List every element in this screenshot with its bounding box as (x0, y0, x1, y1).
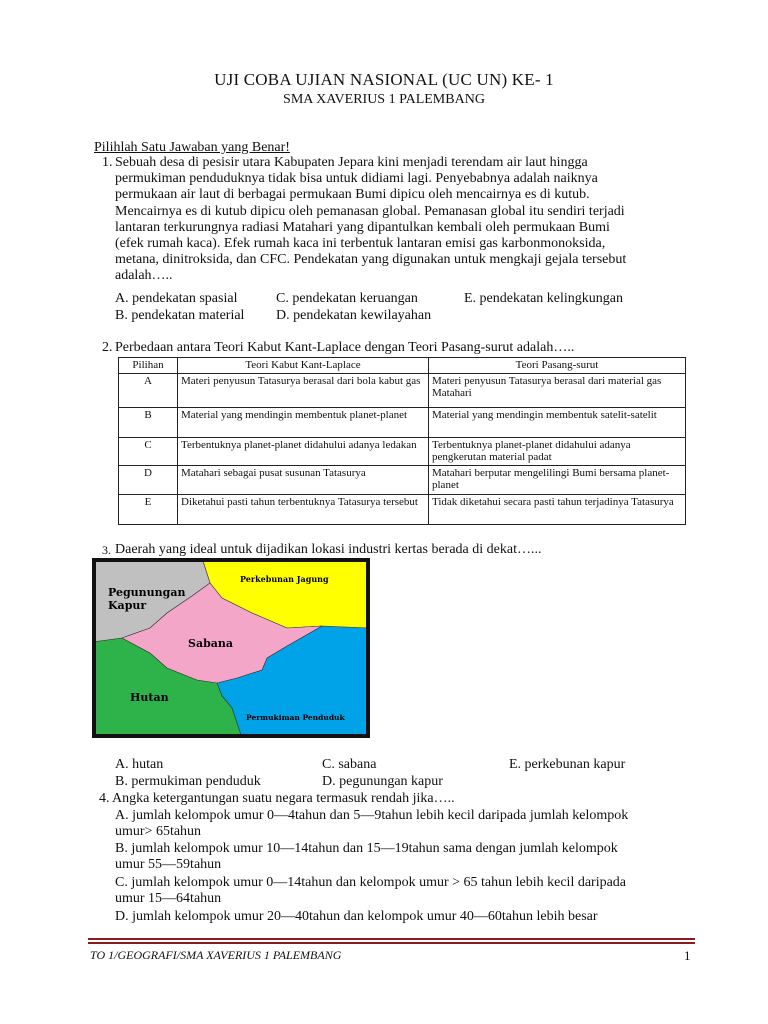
pasang-surut-cell: Material yang mendingin membentuk satelit-satelit (429, 407, 686, 437)
pasang-surut-cell: Materi penyusun Tatasurya berasal dari material gas Matahari (429, 373, 686, 407)
question-text: Angka ketergantungan suatu negara termasuk rendah jika….. (112, 791, 455, 806)
footer-text: TO 1/GEOGRAFI/SMA XAVERIUS 1 PALEMBANG (90, 948, 342, 962)
kant-laplace-cell: Matahari sebagai pusat susunan Tatasurya (178, 465, 429, 494)
pasang-surut-cell: Tidak diketahui secara pasti tahun terjadinya Tatasurya (429, 494, 686, 524)
question-number: 1. (102, 155, 113, 170)
choice-cell: B (119, 407, 178, 437)
kant-laplace-cell: Material yang mendingin membentuk planet-planet (178, 407, 429, 437)
option-b: B. pendekatan material (115, 308, 245, 323)
option-d: D. pendekatan kewilayahan (276, 308, 432, 323)
table-row (119, 465, 686, 494)
label-kapur: Kapur (108, 599, 147, 612)
table-row (119, 407, 686, 437)
pasang-surut-cell: Matahari berputar mengelilingi Bumi bersama planet-planet (429, 465, 686, 494)
kant-laplace-cell: Diketahui pasti tahun terbentuknya Tatasurya tersebut (178, 494, 429, 524)
text-line: Sebuah desa di pesisir utara Kabupaten Jepara kini menjadi terendam air laut hingga (115, 155, 588, 170)
text-line: metana, dinitroksida, dan CFC. Pendekatan yang digunakan untuk mengkaji gejala tersebut (115, 252, 627, 268)
text-line: permukiman penduduknya tidak bisa untuk didiami lagi. Penyebabnya adalah naiknya (115, 171, 598, 187)
question-text: Daerah yang ideal untuk dijadikan lokasi industri kertas berada di dekat…... (115, 542, 542, 557)
theory-comparison-table (118, 357, 686, 525)
option-c: C. sabana (322, 757, 377, 772)
pasang-surut-cell: Terbentuknya planet-planet didahului adanya pengkerutan material padat (429, 437, 686, 465)
q1-options (0, 290, 768, 326)
choice-cell: C (119, 437, 178, 465)
text-line: (efek rumah kaca). Efek rumah kaca ini terbentuk lantaran emisi gas karbonmonoksida, (115, 236, 606, 252)
option-a-cont: umur> 65tahun (115, 824, 202, 839)
option-b: B. jumlah kelompok umur 10—14tahun dan 15—19tahun sama dengan jumlah kelompok (115, 841, 618, 856)
instruction: Pilihlah Satu Jawaban yang Benar! (94, 140, 290, 155)
column-header: Teori Kabut Kant-Laplace (178, 358, 429, 374)
choice-cell: D (119, 465, 178, 494)
option-e: E. pendekatan kelingkungan (464, 291, 624, 306)
column-header: Teori Pasang-surut (429, 358, 686, 374)
text-line: Mencairnya es di kutub dipicu oleh pemanasan global. Pemanasan global itu sendiri terjadi (115, 203, 625, 219)
label-perkebunan-jagung: Perkebunan Jagung (240, 574, 329, 584)
question-1 (102, 155, 626, 285)
table-row (119, 494, 686, 524)
option-d: D. jumlah kelompok umur 20—40tahun dan kelompok umur 40—60tahun lebih besar (115, 909, 598, 924)
option-e: E. perkebunan kapur (509, 757, 626, 772)
option-c: C. jumlah kelompok umur 0—14tahun dan kelompok umur > 65 tahun lebih kecil daripada (115, 875, 627, 890)
q4-options (0, 807, 768, 927)
q3-options (0, 756, 768, 792)
footer-rule (88, 938, 695, 944)
choice-cell: A (119, 373, 178, 407)
school-name: SMA XAVERIUS 1 PALEMBANG (283, 92, 485, 107)
kant-laplace-cell: Terbentuknya planet-planet didahului adanya ledakan (178, 437, 429, 465)
question-number: 4. (99, 791, 110, 806)
option-d: D. pegunungan kapur (322, 774, 443, 789)
option-c-cont: umur 15—64tahun (115, 891, 222, 906)
label-pegunungan: Pegunungan (108, 586, 186, 599)
table-row (119, 437, 686, 465)
table-row (119, 373, 686, 407)
question-2 (102, 340, 574, 356)
question-3 (102, 542, 541, 558)
choice-cell: E (119, 494, 178, 524)
option-a: A. hutan (115, 757, 164, 772)
column-header: Pilihan (119, 358, 178, 374)
label-sabana: Sabana (188, 637, 234, 650)
label-hutan: Hutan (130, 691, 169, 704)
option-a: A. jumlah kelompok umur 0—4tahun dan 5—9tahun lebih kecil daripada jumlah kelompok (115, 808, 629, 823)
land-use-map (92, 558, 370, 738)
kant-laplace-cell: Materi penyusun Tatasurya berasal dari bola kabut gas (178, 373, 429, 407)
question-text (115, 155, 626, 285)
table-header-row (119, 358, 686, 374)
option-b: B. permukiman penduduk (115, 774, 261, 789)
page-number: 1 (684, 948, 691, 963)
option-b-cont: umur 55—59tahun (115, 857, 222, 872)
option-c: C. pendekatan keruangan (276, 291, 418, 306)
question-number: 2. (102, 340, 113, 355)
question-4 (99, 791, 455, 807)
exam-title: UJI COBA UJIAN NASIONAL (UC UN) KE- 1 (214, 70, 554, 89)
text-line: adalah….. (115, 268, 173, 284)
option-a: A. pendekatan spasial (115, 291, 238, 306)
text-line: permukaan air laut di berbagai permukaan Bumi dipicu oleh mencairnya es di kutub. (115, 187, 590, 203)
text-line: lantaran terkurungnya radiasi Matahari yang dipantulkan kembali oleh permukaan Bumi (115, 219, 610, 235)
question-number: 3. (102, 543, 111, 557)
label-permukiman: Permukiman Penduduk (246, 713, 345, 722)
question-text: Perbedaan antara Teori Kabut Kant-Laplace dengan Teori Pasang-surut adalah….. (115, 340, 575, 355)
